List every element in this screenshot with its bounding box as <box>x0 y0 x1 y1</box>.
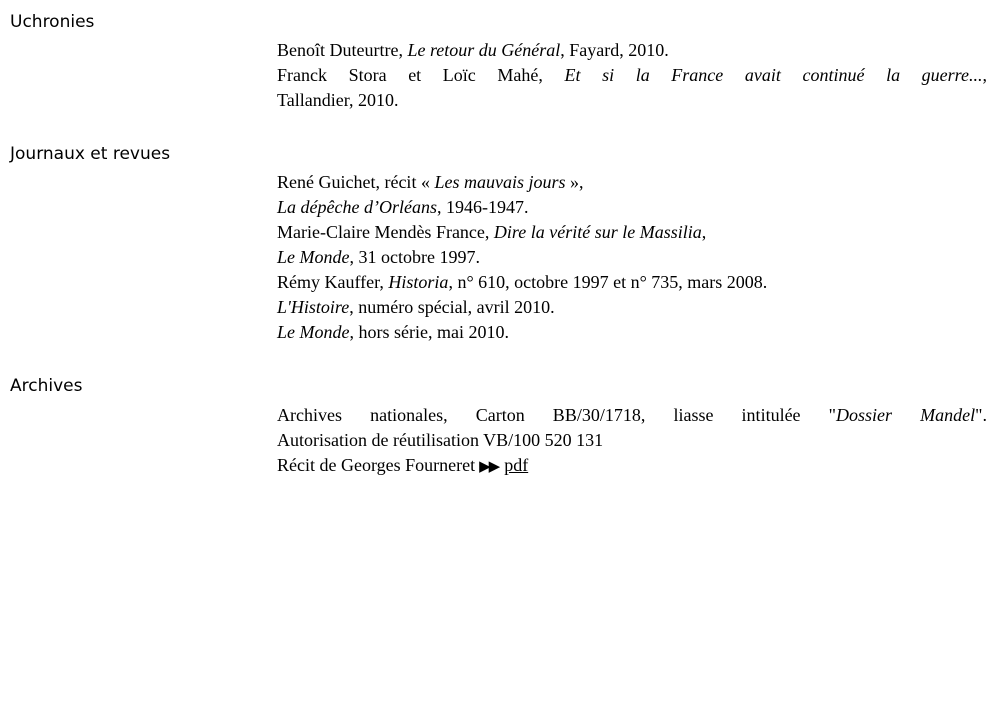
bibliography-line: Autorisation de réutilisation VB/100 520 131 <box>277 430 604 450</box>
entry-text: , 1946-1947. <box>436 197 529 217</box>
bibliography-line <box>277 453 987 480</box>
bibliography-line <box>277 245 987 270</box>
entry-text: , n° 610, octobre 1997 et n° 735, mars 2008. <box>448 272 768 292</box>
entry-title: Dire la vérité sur le Massilia <box>493 222 702 242</box>
bibliography-line <box>277 195 987 220</box>
entry-text: », <box>565 172 584 192</box>
entry-text: Archives nationales, Carton BB/30/1718, liasse intitulée " <box>277 405 837 425</box>
entry-text: René Guichet, récit « <box>277 172 435 192</box>
entry-text: Marie-Claire Mendès France, <box>277 222 494 242</box>
bibliography-entry <box>277 63 987 88</box>
entry-details: , Fayard, 2010. <box>560 40 669 60</box>
entry-title: Le retour du Général <box>407 40 561 60</box>
entry-details: , <box>982 65 988 85</box>
bibliography-line <box>277 320 987 345</box>
entry-text: , hors série, mai 2010. <box>349 322 509 342</box>
uchronies-entries <box>277 38 987 113</box>
entry-title: L'Histoire <box>277 297 350 317</box>
bibliography-line <box>277 170 987 195</box>
entry-title: Les mauvais jours <box>434 172 566 192</box>
section-title-archives: Archives <box>10 376 83 396</box>
entry-text: , numéro spécial, avril 2010. <box>349 297 555 317</box>
play-arrows-icon: ▶▶ <box>479 459 499 475</box>
entry-text: ". <box>975 405 987 425</box>
entry-author: Franck Stora et Loïc Mahé, <box>277 65 565 85</box>
pdf-link[interactable]: pdf <box>504 455 529 475</box>
journaux-entries <box>277 170 987 345</box>
archives-entries <box>277 403 987 480</box>
bibliography-line <box>277 220 987 245</box>
section-title-journaux: Journaux et revues <box>10 144 171 164</box>
bibliography-entry <box>277 38 987 63</box>
entry-title: Le Monde <box>277 247 350 267</box>
entry-author: Benoît Duteurtre, <box>277 40 408 60</box>
entry-title: Le Monde <box>277 322 350 342</box>
entry-text: , 31 octobre 1997. <box>349 247 480 267</box>
entry-text: Rémy Kauffer, <box>277 272 389 292</box>
bibliography-line <box>277 270 987 295</box>
entry-text: Récit de Georges Fourneret <box>277 455 476 475</box>
bibliography-line <box>277 403 987 428</box>
bibliography-entry-continuation: Tallandier, 2010. <box>277 90 399 110</box>
section-title-uchronies: Uchronies <box>10 12 95 32</box>
entry-text: , <box>701 222 707 242</box>
entry-title: Historia <box>388 272 449 292</box>
entry-title: La dépêche d’Orléans <box>277 197 437 217</box>
entry-title: Et si la France avait continué la guerre... <box>564 65 983 85</box>
entry-title: Dossier Mandel <box>836 405 976 425</box>
bibliography-line <box>277 295 987 320</box>
